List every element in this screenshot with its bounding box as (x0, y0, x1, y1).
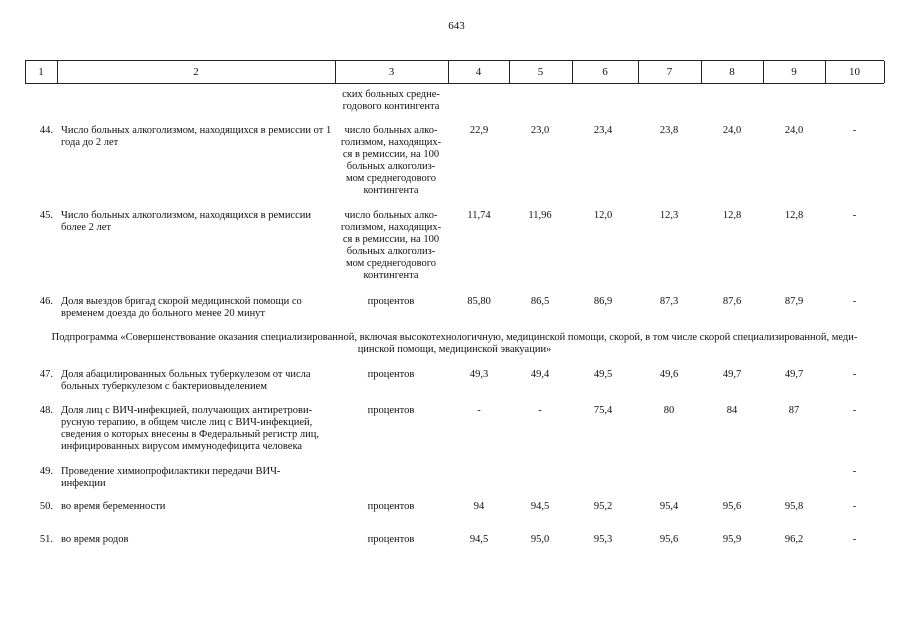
row-number: 48. (39, 405, 53, 416)
row-number: 51. (39, 534, 53, 545)
value-cell: 23,0 (530, 125, 550, 136)
indicator-name: во время родов (61, 534, 129, 545)
header-col-5: 5 (537, 66, 544, 78)
value-cell: 87 (788, 405, 800, 416)
value-cell: - (852, 369, 857, 380)
indicator-name: Доля абацилированных больных туберкулезом от числа больных туберкулезом с бактериовыделением (61, 369, 311, 392)
value-cell: - (852, 125, 857, 136)
indicator-name: Доля выездов бригад скорой медицинской помощи со временем доезда до больного менее 20 минут (61, 296, 302, 319)
value-cell: 95,6 (722, 501, 742, 512)
value-cell: 95,8 (784, 501, 804, 512)
value-cell: 12,8 (722, 210, 742, 221)
header-col-2: 2 (193, 66, 199, 78)
value-cell: 49,7 (784, 369, 804, 380)
value-cell: 49,3 (469, 369, 489, 380)
value-cell: 75,4 (593, 405, 613, 416)
value-cell: 23,4 (593, 125, 613, 136)
value-cell: 87,3 (659, 296, 679, 307)
header-col-7: 7 (666, 66, 673, 78)
unit-cell: процентов (367, 534, 415, 545)
unit-cell: процентов (367, 405, 415, 416)
value-cell: 94 (473, 501, 485, 512)
header-col-10: 10 (849, 66, 860, 78)
header-col-1: 1 (38, 66, 44, 78)
value-cell: - (852, 210, 857, 221)
indicator-table (25, 60, 884, 545)
table-header (25, 60, 884, 84)
value-cell: 86,5 (530, 296, 550, 307)
value-cell: 84 (726, 405, 738, 416)
value-cell: 95,0 (530, 534, 550, 545)
indicator-name: Проведение химиопрофилактики передачи ВИЧ- инфекции (61, 466, 281, 489)
value-cell: 23,8 (659, 125, 679, 136)
value-cell: 12,0 (593, 210, 613, 221)
value-cell: 87,6 (722, 296, 742, 307)
unit-cell: процентов (367, 369, 415, 380)
page-number: 643 (448, 20, 465, 32)
row-number: 45. (39, 210, 53, 221)
value-cell: 95,9 (722, 534, 742, 545)
value-cell: 11,96 (528, 210, 552, 221)
header-col-4: 4 (475, 66, 482, 78)
value-cell: 49,5 (593, 369, 613, 380)
value-cell: - (477, 405, 481, 416)
value-cell: - (852, 534, 857, 545)
value-cell: - (538, 405, 542, 416)
unit-cell: процентов (367, 296, 415, 307)
value-cell: 22,9 (469, 125, 489, 136)
subprogram-heading: Подпрограмма «Совершенствование оказания специализированной, включая высокотехнологичную, медицинской помощи, скорой, в том числе скорой специализированной, меди- цинской помощи, медицинской эвакуации» (51, 332, 858, 355)
value-cell: - (852, 501, 857, 512)
unit-cell: процентов (367, 501, 415, 512)
value-cell: 94,5 (469, 534, 489, 545)
value-cell: 11,74 (467, 210, 491, 221)
value-cell: 49,4 (530, 369, 550, 380)
unit-cell: число больных алко- голизмом, находящих- ся в ремиссии, на 100 больных алкоголиз- мом среднегодового контингента (340, 125, 442, 196)
value-cell: 96,2 (784, 534, 804, 545)
value-cell: 24,0 (722, 125, 742, 136)
value-cell: 49,7 (722, 369, 742, 380)
row-number: 44. (39, 125, 53, 136)
indicator-name: во время беременности (61, 501, 166, 512)
row-number: 47. (39, 369, 53, 380)
value-cell: 95,3 (593, 534, 613, 545)
value-cell: 87,9 (784, 296, 804, 307)
value-cell: 85,80 (467, 296, 491, 307)
indicator-name: Доля лиц с ВИЧ-инфекцией, получающих антиретрови- русную терапию, в общем числе лиц с ВИЧ-инфекцией, сведения о которых внесены в Федеральный регистр лиц, инфицированных вирусом иммунодефицита человека (61, 405, 319, 452)
value-cell: 80 (663, 405, 675, 416)
header-col-8: 8 (729, 66, 735, 78)
value-cell: 95,2 (593, 501, 613, 512)
indicator-name: Число больных алкоголизмом, находящихся в ремиссии от 1 года до 2 лет (61, 125, 332, 148)
row-number: 46. (39, 296, 53, 307)
unit-cell: ских больных средне- годового контингента (342, 89, 440, 112)
value-cell: 95,6 (659, 534, 679, 545)
unit-cell: число больных алко- голизмом, находящих- ся в ремиссии, на 100 больных алкоголиз- мом среднегодового контингента (340, 210, 442, 281)
value-cell: 12,8 (784, 210, 804, 221)
row-number: 49. (39, 466, 53, 477)
header-col-9: 9 (791, 66, 797, 78)
value-cell: 12,3 (659, 210, 679, 221)
value-cell: 86,9 (593, 296, 613, 307)
value-cell: 94,5 (530, 501, 550, 512)
header-col-3: 3 (388, 66, 395, 78)
header-col-6: 6 (602, 66, 608, 78)
value-cell: - (852, 466, 857, 477)
row-number: 50. (39, 501, 53, 512)
value-cell: - (852, 296, 857, 307)
value-cell: 49,6 (659, 369, 679, 380)
indicator-name: Число больных алкоголизмом, находящихся в ремиссии более 2 лет (61, 210, 311, 233)
value-cell: 24,0 (784, 125, 804, 136)
value-cell: - (852, 405, 857, 416)
value-cell: 95,4 (659, 501, 679, 512)
